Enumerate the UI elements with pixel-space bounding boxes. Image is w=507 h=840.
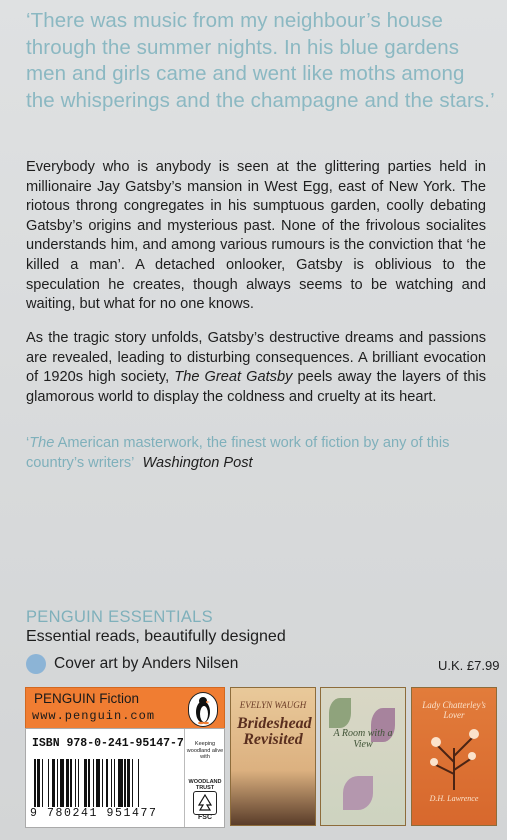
barcode-bar — [93, 759, 95, 807]
isbn: ISBN 978-0-241-95147-7 — [32, 737, 184, 750]
fsc-label: FSC — [198, 814, 212, 821]
barcode-bar — [52, 759, 55, 807]
thumb1-author: EVELYN WAUGH — [239, 700, 307, 710]
barcode-bar — [57, 759, 59, 807]
series-name: PENGUIN ESSENTIALS — [26, 608, 213, 626]
cover-art-credit — [26, 654, 238, 674]
thumb3-title: Lady Chatterley’s Lover — [422, 700, 486, 720]
penguin-imprint-panel — [25, 687, 225, 730]
review-open: ‘ — [26, 435, 30, 451]
thumb-brideshead — [230, 687, 316, 826]
flower-icon — [343, 776, 373, 810]
barcode-panel — [25, 728, 225, 828]
barcode-bar — [114, 759, 116, 807]
thumb-room-with-a-view — [320, 687, 406, 826]
barcode-number: 9 780241 951477 — [30, 807, 158, 820]
review-quote — [26, 433, 486, 473]
barcode-bar — [102, 759, 104, 807]
barcode-bar — [96, 759, 101, 807]
blue-dot-icon — [26, 654, 46, 674]
blurb-paragraph-1: Everybody who is anybody is seen at the glittering parties held in millionaire Jay Gatsby’s mansion in West Egg, east of New York. The riotous throng congregates in his sumptuous garden, coolly debating Gatsby’s origins and mysterious past. None of the frivolous socialites understands him, and among various rumours is the conviction that ‘he killed a man’. A detached onlooker, Gatsby is oblivious to the speculation he creates, though always seems to be watching and waiting, but what for no one knows. — [26, 159, 486, 313]
barcode-bar — [37, 759, 40, 807]
barcode-bar — [42, 759, 44, 807]
barcode-bar — [88, 759, 90, 807]
barcode-bar — [124, 759, 126, 807]
book-title: The Great Gatsby — [174, 369, 293, 386]
review-source: Washington Post — [142, 455, 253, 471]
woodland-text: Keeping woodland alive with — [186, 741, 224, 760]
barcode-bar — [48, 759, 50, 807]
thumb-lady-chatterley — [411, 687, 497, 826]
woodland-trust-label: WOODLAND TRUST — [188, 778, 222, 791]
barcode-bar — [111, 759, 113, 807]
barcode-bar — [70, 759, 72, 807]
review-the: The — [29, 435, 55, 451]
barcode-bar — [78, 759, 80, 807]
price: U.K. £7.99 — [438, 658, 500, 673]
blurb-paragraph-2 — [26, 329, 486, 407]
tree-illustration-icon — [422, 718, 486, 790]
review-text: American masterwork, the finest work of fiction by any of this country’s writers’ — [26, 435, 450, 471]
woodland-trust-badge — [184, 729, 225, 827]
barcode-bar — [60, 759, 65, 807]
thumb2-title: A Room with a View — [333, 728, 393, 750]
fsc-tree-icon — [193, 791, 217, 815]
blurb-p2-end: peels away the layers of this glamorous world to display the coldness and cruelty at its heart. — [26, 369, 486, 405]
barcode-bar — [66, 759, 69, 807]
blurb-p2-start: As the tragic story unfolds, Gatsby’s destructive dreams and passions are revealed, leading to disturbing consequences. A brilliant evocation of 1920s high society, — [26, 330, 486, 386]
thumb1-title: Brideshead Revisited — [237, 715, 312, 748]
barcode-bar — [127, 759, 130, 807]
pull-quote: ‘There was music from my neighbour’s house through the summer nights. In his blue gardens men and girls came and went like moths among the whisperings and the champagne and the stars.’ — [26, 9, 495, 112]
barcode-bar — [118, 759, 123, 807]
thumb3-author: D.H. Lawrence — [429, 794, 479, 803]
barcode-bar — [34, 759, 36, 807]
leaf-icon — [329, 698, 351, 728]
cover-art-text: Cover art by Anders Nilsen — [54, 655, 239, 672]
series-tagline: Essential reads, beautifully designed — [26, 628, 286, 645]
imprint-label: PENGUIN Fiction — [34, 691, 140, 706]
barcode-bar — [75, 759, 77, 807]
barcode-bar — [138, 759, 140, 807]
penguin-logo-icon — [188, 692, 218, 727]
barcode — [34, 759, 179, 807]
barcode-bar — [106, 759, 108, 807]
publisher-url: www.penguin.com — [32, 709, 156, 723]
barcode-bar — [132, 759, 134, 807]
barcode-bar — [84, 759, 87, 807]
